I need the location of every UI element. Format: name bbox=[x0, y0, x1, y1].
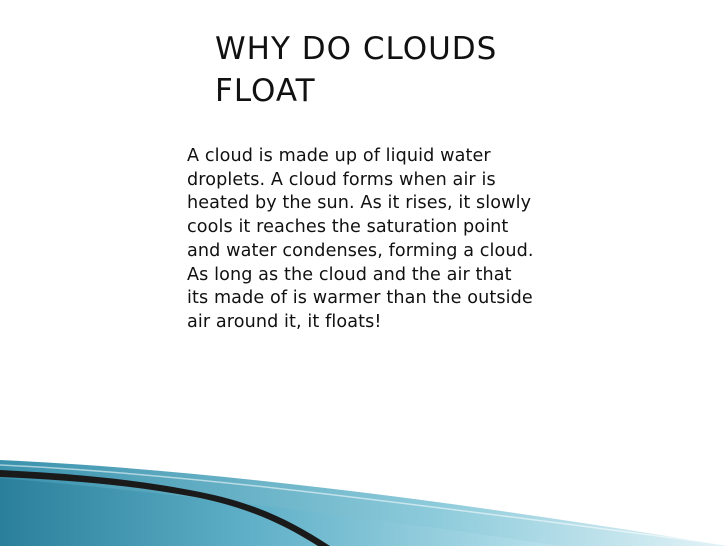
dark-swoosh-stroke bbox=[0, 470, 330, 546]
teal-swoosh-base bbox=[0, 478, 560, 546]
teal-swoosh-band bbox=[0, 460, 728, 546]
slide-body-text: A cloud is made up of liquid water droplets. A cloud forms when air is heated by the sun. As it rises, it slowly cools it reaches the saturation point and water condenses, forming a cloud. As long as the cloud and the air that its made of is warmer than the outside air around it, it floats! bbox=[187, 146, 534, 332]
slide-title: WHY DO CLOUDS FLOAT bbox=[215, 31, 498, 109]
swoosh-highlight bbox=[0, 465, 728, 545]
